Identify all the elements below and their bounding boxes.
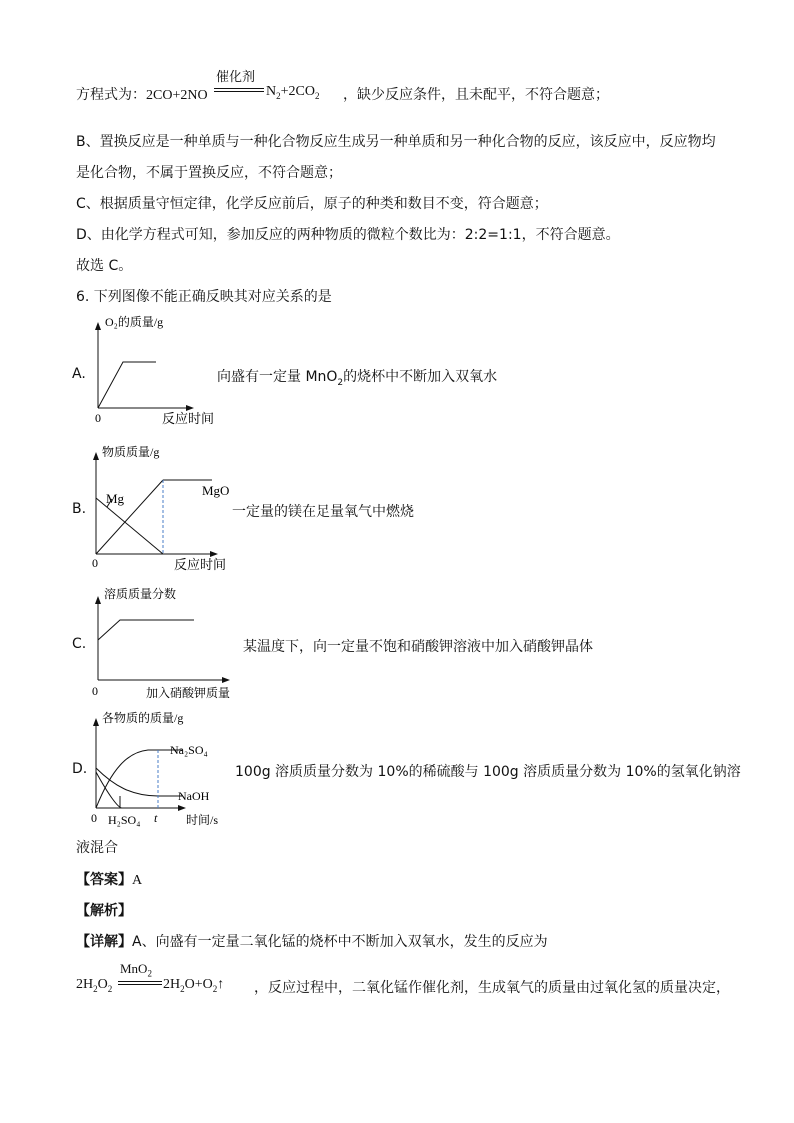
option-b-ylabel: 物质质量/g xyxy=(102,445,160,459)
option-b-letter: B. xyxy=(72,501,87,517)
option-a-origin: 0 xyxy=(95,411,101,425)
equation-line-1 xyxy=(76,84,208,104)
option-d-xlabel: 时间/s xyxy=(186,813,219,827)
option-d-graph xyxy=(84,708,234,832)
option-d-description: 100g 溶质质量分数为 10%的稀硫酸与 100g 溶质质量分数为 10%的氢氧化钠溶 xyxy=(235,764,741,780)
option-d-letter: D. xyxy=(72,761,88,777)
analysis-b-line-1: B、置换反应是一种单质与一种化合物反应生成另一种单质和另一种化合物的反应，该反应中，反应物均 xyxy=(76,134,716,150)
option-d-ylabel: 各物质的质量/g xyxy=(102,711,184,725)
option-c-origin: 0 xyxy=(92,684,98,698)
option-d-series-naoh: NaOH xyxy=(178,789,210,803)
equation-prefix: 方程式为： xyxy=(76,87,146,103)
question-6: 6. 下列图像不能正确反映其对应关系的是 xyxy=(76,289,332,305)
answer-line xyxy=(76,869,142,889)
option-b-description: 一定量的镁在足量氧气中燃烧 xyxy=(232,504,414,520)
option-d-series-h2so4: H₂SO₄ xyxy=(108,813,141,827)
equation-suffix: ，缺少反应条件，且未配平，不符合题意； xyxy=(343,87,609,103)
select-answer: 故选 C。 xyxy=(76,258,133,274)
equation-2-arrow xyxy=(118,981,162,985)
option-c-description: 某温度下，向一定量不饱和硝酸钾溶液中加入硝酸钾晶体 xyxy=(243,639,593,655)
option-b-series-mgo: MgO xyxy=(202,483,230,498)
equation-arrow xyxy=(214,88,264,92)
option-d-series-na2so4: Na₂SO₄ xyxy=(170,743,208,757)
option-b-origin: 0 xyxy=(92,556,98,570)
option-a-xlabel: 反应时间 xyxy=(162,411,215,426)
option-b-graph xyxy=(84,440,244,574)
option-a-description: 向盛有一定量 MnO$_2$的烧杯中不断加入双氧水 xyxy=(217,369,498,388)
option-c-xlabel: 加入硝酸钾质量 xyxy=(146,686,231,700)
detail-line xyxy=(76,931,548,951)
option-b-xlabel: 反应时间 xyxy=(174,557,227,572)
option-a-letter: A. xyxy=(72,366,86,382)
option-d-description-cont: 液混合 xyxy=(76,840,118,856)
answer-value: A xyxy=(132,873,143,888)
analysis-b-line-2: 是化合物，不属于置换反应，不符合题意； xyxy=(76,165,342,181)
option-b-series-mg: Mg xyxy=(106,491,125,506)
explain-title: 【解析】 xyxy=(76,903,132,919)
equation-condition: 催化剂 xyxy=(216,70,256,85)
option-d-origin: 0 xyxy=(91,811,97,825)
detail-text: A、向盛有一定量二氧化锰的烧杯中不断加入双氧水，发生的反应为 xyxy=(132,934,548,950)
option-c-ylabel: 溶质质量分数 xyxy=(104,587,177,601)
analysis-d: D、由化学方程式可知，参加反应的两种物质的微粒个数比为：2:2=1:1，不符合题意。 xyxy=(76,227,620,243)
equation-2-lhs: $2H_2O_2$ xyxy=(76,977,113,994)
equation-2-suffix: ，反应过程中，二氧化锰作催化剂，生成氧气的质量由过氧化氢的质量决定， xyxy=(254,980,730,996)
analysis-c: C、根据质量守恒定律，化学反应前后，原子的种类和数目不变，符合题意； xyxy=(76,196,548,212)
equation-lhs: 2CO+2NO xyxy=(146,88,208,103)
answer-label: 【答案】 xyxy=(76,872,132,888)
option-d-t-label: t xyxy=(154,811,158,825)
equation-rhs: $N_2+2CO_2$ xyxy=(266,84,320,101)
option-a-ylabel: O₂的质量/g xyxy=(105,315,164,329)
option-c-letter: C. xyxy=(72,636,87,652)
detail-label: 【详解】 xyxy=(76,934,132,950)
equation-2-condition: MnO$_2$ xyxy=(120,961,152,979)
option-c-graph xyxy=(86,582,256,704)
equation-2-rhs: $2H_2O+O_2↑$ xyxy=(163,977,225,994)
